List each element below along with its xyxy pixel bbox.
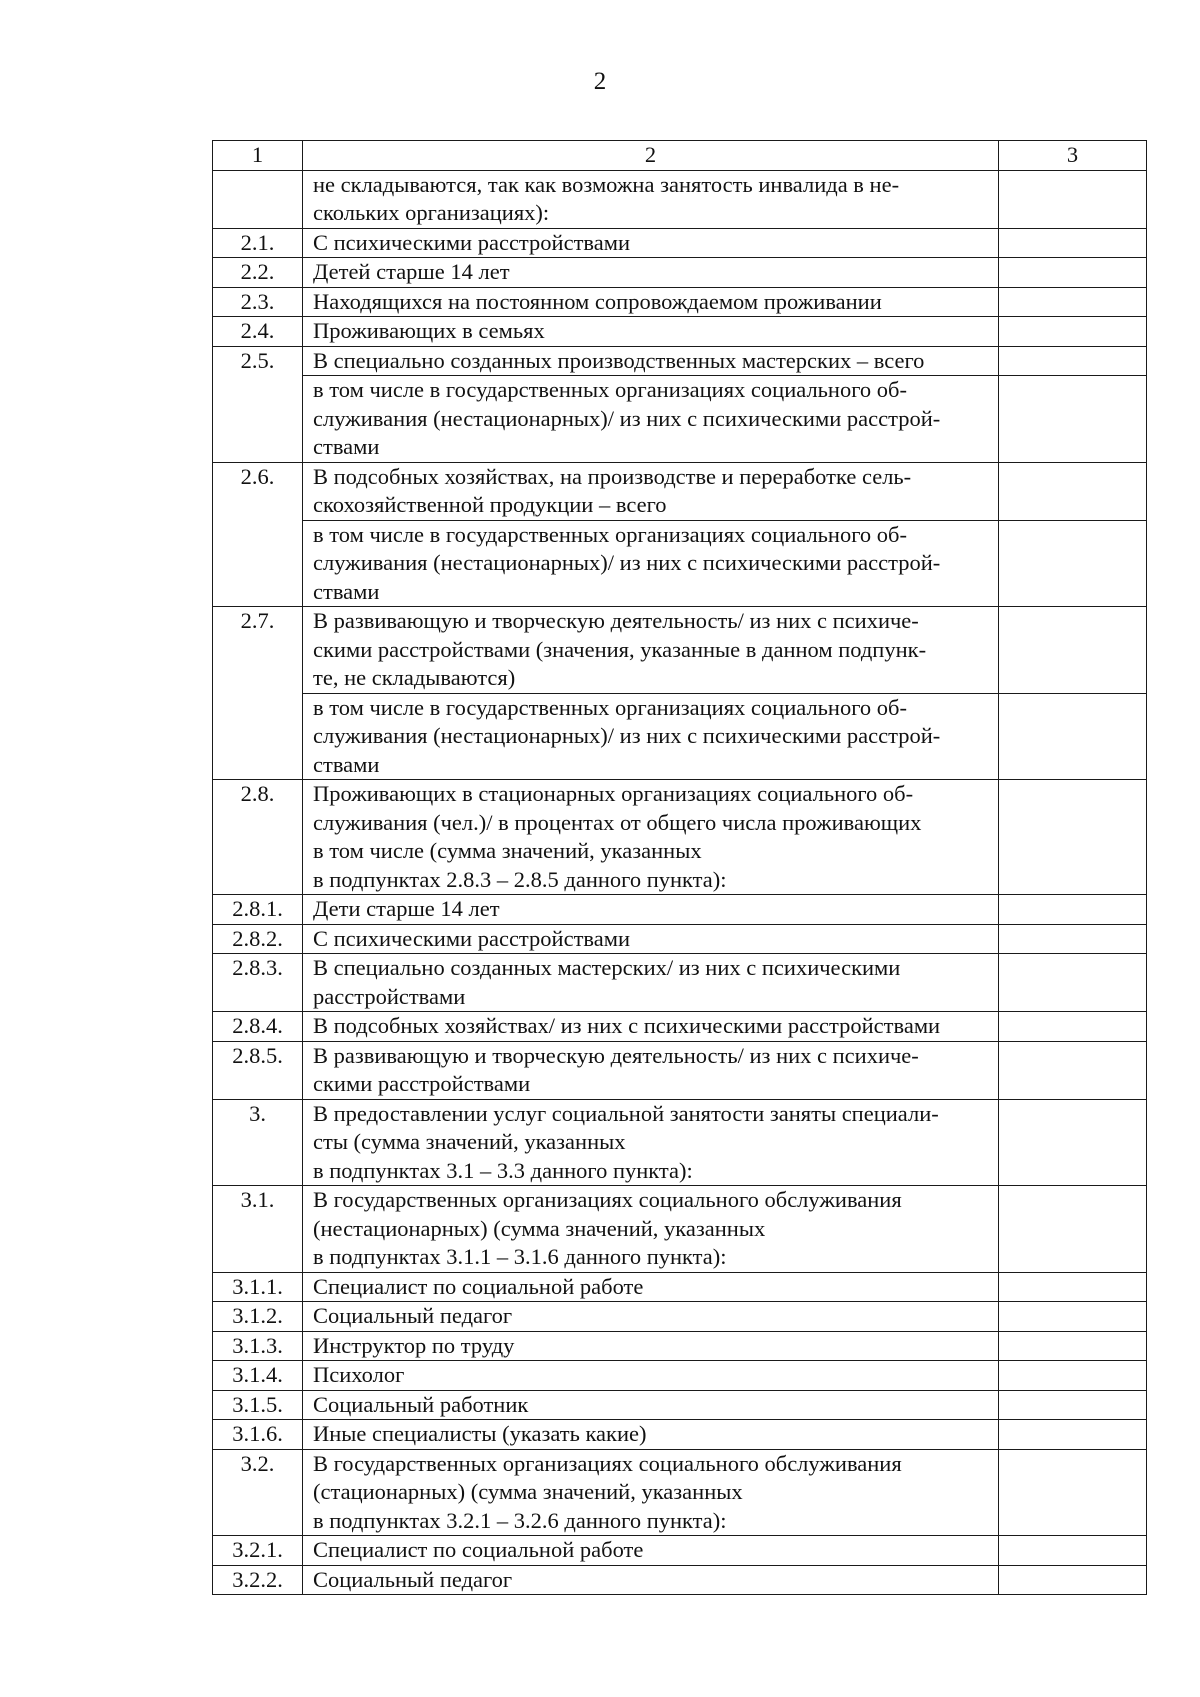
row-text-cell: Социальный педагог [303, 1565, 999, 1595]
row-value-cell [999, 258, 1147, 288]
table-row [213, 1186, 1147, 1273]
row-text-cell: Дети старше 14 лет [303, 895, 999, 925]
row-number-cell: 3.2.1. [213, 1536, 303, 1566]
table-row [213, 607, 1147, 694]
table-row [213, 228, 1147, 258]
row-text-cell: не складываются, так как возможна занятость инвалида в не- скольких организациях): [303, 170, 999, 228]
header-cell-col3: 3 [999, 141, 1147, 171]
row-value-cell [999, 1449, 1147, 1536]
row-value-cell [999, 228, 1147, 258]
row-number-cell: 2.4. [213, 317, 303, 347]
header-cell-col1: 1 [213, 141, 303, 171]
row-value-cell [999, 1536, 1147, 1566]
row-number-cell: 2.6. [213, 462, 303, 607]
row-value-cell [999, 1361, 1147, 1391]
row-value-cell [999, 1041, 1147, 1099]
table-row [213, 693, 1147, 780]
row-text-cell: В подсобных хозяйствах/ из них с психическими расстройствами [303, 1012, 999, 1042]
table-row [213, 924, 1147, 954]
table-row [213, 1041, 1147, 1099]
row-value-cell [999, 895, 1147, 925]
row-text-cell: Детей старше 14 лет [303, 258, 999, 288]
row-value-cell [999, 954, 1147, 1012]
row-text-cell: В государственных организациях социального обслуживания (стационарных) (сумма значений, указанных в подпунктах 3.2.1 – 3.2.6 данного пункта): [303, 1449, 999, 1536]
table-row [213, 1012, 1147, 1042]
row-number-cell [213, 170, 303, 228]
row-value-cell [999, 1186, 1147, 1273]
row-number-cell: 2.2. [213, 258, 303, 288]
table-row [213, 1420, 1147, 1450]
row-value-cell [999, 317, 1147, 347]
table-row [213, 287, 1147, 317]
table-row [213, 895, 1147, 925]
row-number-cell: 2.8.4. [213, 1012, 303, 1042]
row-text-cell: В развивающую и творческую деятельность/ из них с психиче- скими расстройствами [303, 1041, 999, 1099]
row-text-cell: В подсобных хозяйствах, на производстве и переработке сель- скохозяйственной продукции – всего [303, 462, 999, 520]
row-value-cell [999, 1565, 1147, 1595]
row-value-cell [999, 346, 1147, 376]
page-number: 2 [593, 68, 607, 95]
row-text-cell: в том числе в государственных организациях социального об- служивания (нестационарных)/ из них с психическими расстрой- ствами [303, 693, 999, 780]
table-row [213, 1361, 1147, 1391]
row-number-cell: 3.1.5. [213, 1390, 303, 1420]
row-number-cell: 3.2.2. [213, 1565, 303, 1595]
table-row [213, 317, 1147, 347]
row-number-cell: 3. [213, 1099, 303, 1186]
row-text-cell: С психическими расстройствами [303, 924, 999, 954]
row-text-cell: В специально созданных производственных мастерских – всего [303, 346, 999, 376]
table-row [213, 170, 1147, 228]
table-header-row [213, 141, 1147, 171]
table-row [213, 462, 1147, 520]
row-number-cell: 2.3. [213, 287, 303, 317]
row-text-cell: Психолог [303, 1361, 999, 1391]
table-row [213, 1565, 1147, 1595]
row-text-cell: Социальный педагог [303, 1302, 999, 1332]
row-value-cell [999, 1012, 1147, 1042]
row-number-cell: 2.8. [213, 780, 303, 895]
row-text-cell: С психическими расстройствами [303, 228, 999, 258]
row-value-cell [999, 693, 1147, 780]
row-value-cell [999, 520, 1147, 607]
row-number-cell: 2.8.1. [213, 895, 303, 925]
row-number-cell: 2.5. [213, 346, 303, 462]
row-value-cell [999, 1099, 1147, 1186]
table-row [213, 1272, 1147, 1302]
row-text-cell: Проживающих в семьях [303, 317, 999, 347]
row-text-cell: В специально созданных мастерских/ из них с психическими расстройствами [303, 954, 999, 1012]
table-row [213, 1331, 1147, 1361]
row-value-cell [999, 1420, 1147, 1450]
row-number-cell: 3.1.2. [213, 1302, 303, 1332]
table-row [213, 258, 1147, 288]
row-number-cell: 3.1.6. [213, 1420, 303, 1450]
row-text-cell: в том числе в государственных организациях социального об- служивания (нестационарных)/ из них с психическими расстрой- ствами [303, 520, 999, 607]
row-number-cell: 2.8.3. [213, 954, 303, 1012]
row-number-cell: 2.1. [213, 228, 303, 258]
row-value-cell [999, 780, 1147, 895]
row-number-cell: 2.7. [213, 607, 303, 780]
row-value-cell [999, 924, 1147, 954]
row-number-cell: 3.1. [213, 1186, 303, 1273]
table-row [213, 346, 1147, 376]
row-text-cell: Иные специалисты (указать какие) [303, 1420, 999, 1450]
row-text-cell: В государственных организациях социального обслуживания (нестационарных) (сумма значений, указанных в подпунктах 3.1.1 – 3.1.6 данного пункта): [303, 1186, 999, 1273]
row-text-cell: Инструктор по труду [303, 1331, 999, 1361]
table-row [213, 954, 1147, 1012]
table-row [213, 1302, 1147, 1332]
row-text-cell: Находящихся на постоянном сопровождаемом проживании [303, 287, 999, 317]
row-value-cell [999, 170, 1147, 228]
row-number-cell: 3.1.3. [213, 1331, 303, 1361]
table-row [213, 376, 1147, 463]
row-value-cell [999, 1390, 1147, 1420]
row-number-cell: 3.2. [213, 1449, 303, 1536]
row-value-cell [999, 287, 1147, 317]
row-text-cell: В предоставлении услуг социальной занятости заняты специали- сты (сумма значений, указанных в подпунктах 3.1 – 3.3 данного пункта): [303, 1099, 999, 1186]
row-value-cell [999, 1272, 1147, 1302]
indicators-table [212, 140, 1147, 1595]
row-text-cell: Специалист по социальной работе [303, 1272, 999, 1302]
row-number-cell: 2.8.2. [213, 924, 303, 954]
table-row [213, 1390, 1147, 1420]
table-row [213, 780, 1147, 895]
row-number-cell: 3.1.1. [213, 1272, 303, 1302]
table-row [213, 1449, 1147, 1536]
row-value-cell [999, 1302, 1147, 1332]
table-row [213, 1536, 1147, 1566]
row-value-cell [999, 462, 1147, 520]
row-value-cell [999, 1331, 1147, 1361]
row-text-cell: Социальный работник [303, 1390, 999, 1420]
header-cell-col2: 2 [303, 141, 999, 171]
row-number-cell: 2.8.5. [213, 1041, 303, 1099]
row-text-cell: в том числе в государственных организациях социального об- служивания (нестационарных)/ из них с психическими расстрой- ствами [303, 376, 999, 463]
row-text-cell: Специалист по социальной работе [303, 1536, 999, 1566]
table-row [213, 520, 1147, 607]
table-row [213, 1099, 1147, 1186]
row-value-cell [999, 607, 1147, 694]
row-text-cell: Проживающих в стационарных организациях социального об- служивания (чел.)/ в процентах от общего числа проживающих в том числе (сумма значений, указанных в подпунктах 2.8.3 – 2.8.5 данного пункта): [303, 780, 999, 895]
row-text-cell: В развивающую и творческую деятельность/ из них с психиче- скими расстройствами (значения, указанные в данном подпунк- те, не складываются) [303, 607, 999, 694]
row-value-cell [999, 376, 1147, 463]
row-number-cell: 3.1.4. [213, 1361, 303, 1391]
